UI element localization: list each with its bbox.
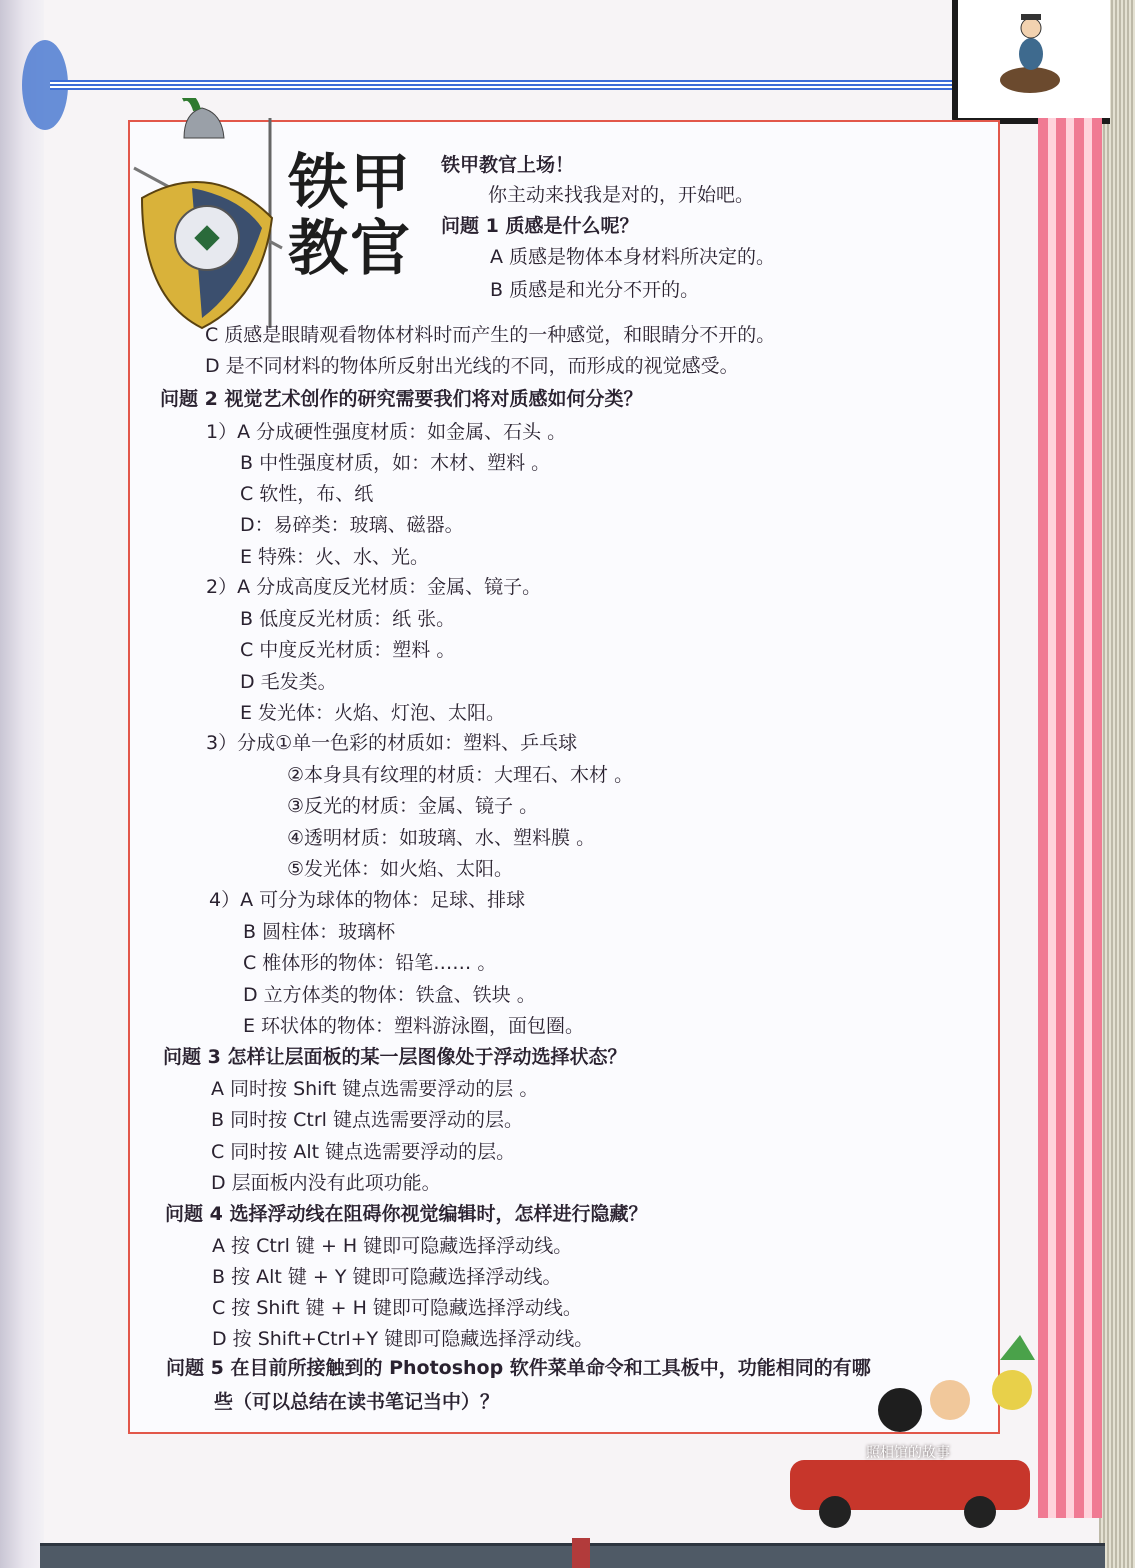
answer-option: C 中度反光材质：塑料 。 <box>240 639 456 661</box>
question-heading: 问题 1 质感是什么呢？ <box>441 215 639 237</box>
answer-option: ④透明材质：如玻璃、水、塑料膜 。 <box>287 827 596 849</box>
answer-option: C 软性，布、纸 <box>240 483 374 505</box>
answer-option: A 质感是物体本身材料所决定的。 <box>490 246 776 268</box>
answer-option: C 同时按 Alt 键点选需要浮动的层。 <box>211 1141 516 1163</box>
answer-option: B 圆柱体：玻璃杯 <box>243 921 396 943</box>
logo-title-line1: 铁甲 <box>288 148 412 218</box>
footer-caption: 照相馆的故事 <box>866 1445 950 1461</box>
answer-option: ⑤发光体：如火焰、太阳。 <box>287 858 514 880</box>
page-edge-right <box>1099 0 1135 1568</box>
answer-option: C 质感是眼睛观看物体材料时而产生的一种感觉，和眼睛分不开的。 <box>205 324 776 346</box>
answer-option: 4）A 可分为球体的物体：足球、排球 <box>209 889 526 911</box>
answer-option: A 同时按 Shift 键点选需要浮动的层 。 <box>211 1078 539 1100</box>
answer-option: E 发光体：火焰、灯泡、太阳。 <box>240 702 506 724</box>
answer-option: E 环状体的物体：塑料游泳圈，面包圈。 <box>243 1015 585 1037</box>
cartoon-car-icon <box>790 1330 1050 1530</box>
answer-option: D 毛发类。 <box>240 671 337 693</box>
intro-heading: 铁甲教官上场！ <box>441 154 575 176</box>
answer-option: E 特殊：火、水、光。 <box>240 546 430 568</box>
answer-option: C 按 Shift 键 + H 键即可隐藏选择浮动线。 <box>212 1297 582 1319</box>
answer-option: B 中性强度材质，如：木材、塑料 。 <box>240 452 551 474</box>
answer-option: D 立方体类的物体：铁盒、铁块 。 <box>243 984 536 1006</box>
question-heading: 问题 3 怎样让层面板的某一层图像处于浮动选择状态？ <box>163 1046 627 1068</box>
question-heading: 问题 4 选择浮动线在阻碍你视觉编辑时，怎样进行隐藏？ <box>165 1203 648 1225</box>
pink-side-stripes <box>1038 118 1102 1518</box>
logo-title <box>288 150 423 282</box>
page-edge-left <box>0 0 44 1568</box>
intro-text: 你主动来找我是对的，开始吧。 <box>488 184 755 206</box>
knight-shield-icon <box>122 98 292 338</box>
top-rule <box>50 80 960 90</box>
answer-option: 1）A 分成硬性强度材质：如金属、石头 。 <box>206 421 567 443</box>
answer-option: D 层面板内没有此项功能。 <box>211 1172 441 1194</box>
cartoon-rider-icon <box>995 8 1065 98</box>
bookmark-ribbon <box>572 1538 590 1568</box>
answer-option: B 同时按 Ctrl 键点选需要浮动的层。 <box>211 1109 523 1131</box>
question-heading: 问题 5 在目前所接触到的 Photoshop 软件菜单命令和工具板中，功能相同的有哪 <box>166 1357 871 1379</box>
answer-option: ③反光的材质：金属、镜子 。 <box>287 795 539 817</box>
answer-option: 3）分成①单一色彩的材质如：塑料、乒乓球 <box>206 732 578 754</box>
answer-option: A 按 Ctrl 键 + H 键即可隐藏选择浮动线。 <box>212 1235 573 1257</box>
answer-option: B 质感是和光分不开的。 <box>490 279 700 301</box>
answer-option: B 低度反光材质：纸 张。 <box>240 608 456 630</box>
answer-option: 2）A 分成高度反光材质：金属、镜子。 <box>206 576 542 598</box>
answer-option: D 是不同材料的物体所反射出光线的不同，而形成的视觉感受。 <box>205 355 739 377</box>
answer-option: D 按 Shift+Ctrl+Y 键即可隐藏选择浮动线。 <box>212 1328 594 1350</box>
question-heading: 些（可以总结在读书笔记当中）？ <box>214 1391 500 1413</box>
answer-option: D：易碎类：玻璃、磁器。 <box>240 514 464 536</box>
answer-option: B 按 Alt 键 + Y 键即可隐藏选择浮动线。 <box>212 1266 562 1288</box>
answer-option: ②本身具有纹理的材质：大理石、木材 。 <box>287 764 634 786</box>
answer-option: C 椎体形的物体：铅笔…… 。 <box>243 952 497 974</box>
logo-title-line2: 教官 <box>288 214 412 284</box>
question-heading: 问题 2 视觉艺术创作的研究需要我们将对质感如何分类？ <box>160 388 643 410</box>
